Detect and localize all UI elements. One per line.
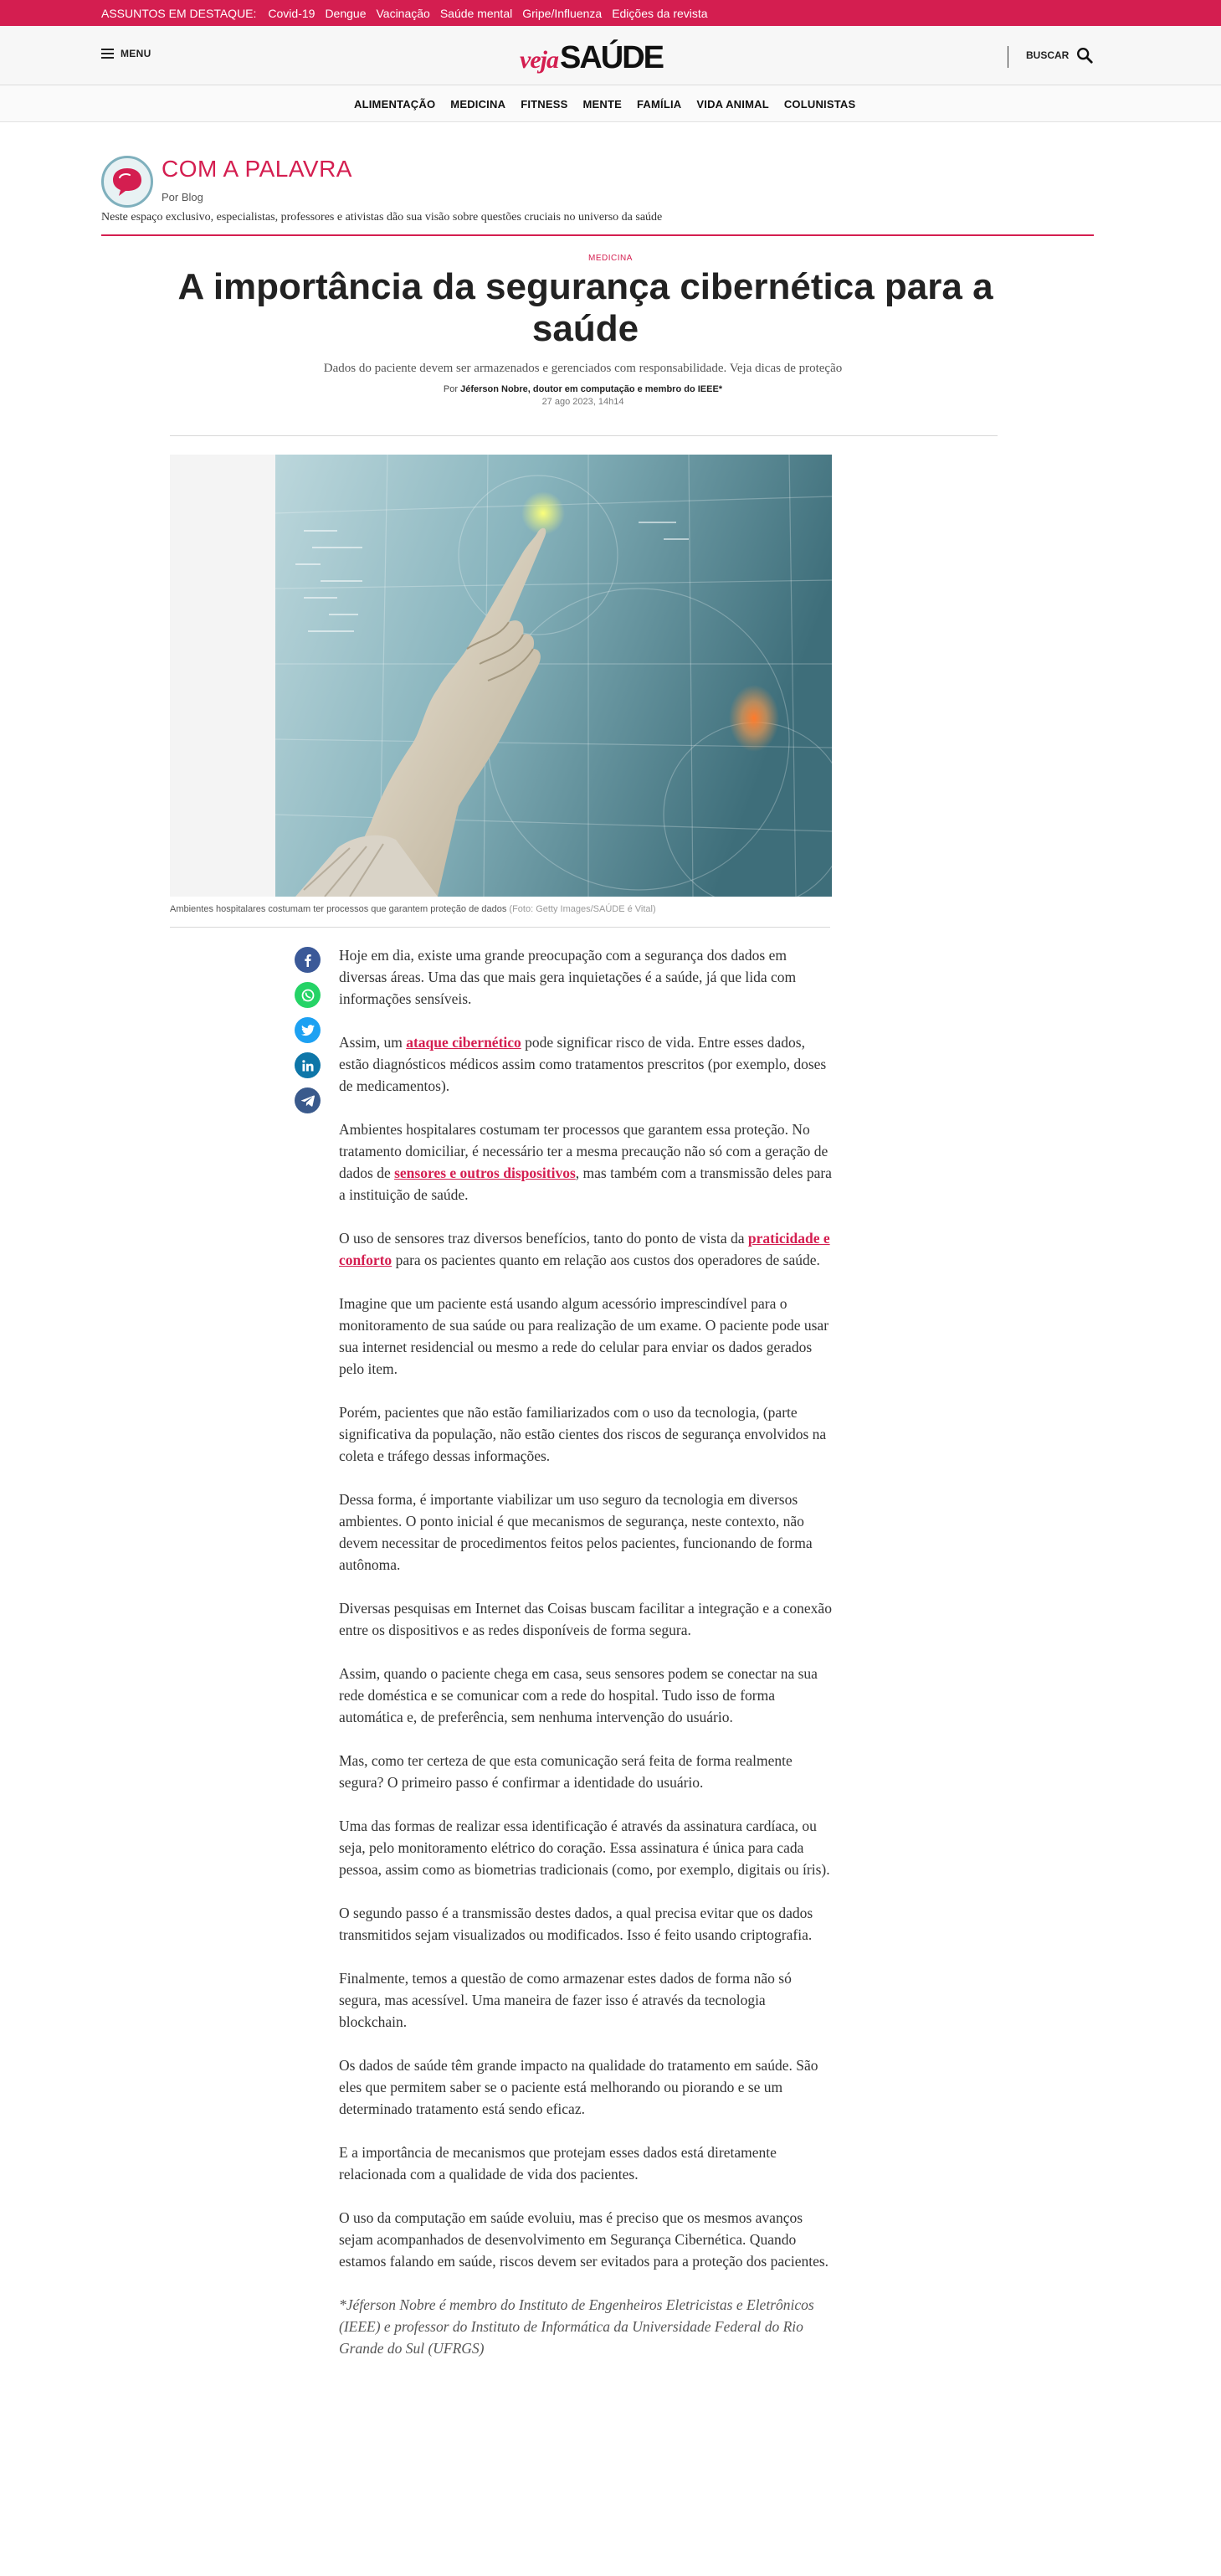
telegram-icon [301,1095,315,1107]
nav-item-alimentacao[interactable]: ALIMENTAÇÃO [354,97,436,111]
speech-bubble-icon [110,164,145,199]
nav-item-colunistas[interactable]: COLUNISTAS [783,97,856,111]
share-bar [295,947,321,1113]
telegram-share-button[interactable] [295,1087,321,1113]
search-icon [1075,46,1094,64]
body-paragraph: O uso da computação em saúde evoluiu, mas é preciso que os mesmos avanços sejam acompanhados de desenvolvimento em Segurança Cibernética. Quando estamos falando em saúde, riscos devem ser evitados para a proteção dos pacientes. [339,2209,829,2270]
body-paragraph: Hoje em dia, existe uma grande preocupação com a segurança dos dados em diversas áreas. Uma das que mais gera inquietações é a saúde, já que lida com informações sensíveis. [339,947,797,1007]
article-date: 27 ago 2023, 14h14 [541,397,624,407]
body-paragraph: Os dados de saúde têm grande impacto na qualidade do tratamento em saúde. São eles que permitem saber se o paciente está melhorando ou piorando e se um determinado tratamento está sendo eficaz. [339,2057,818,2117]
highlight-link-dengue[interactable]: Dengue [325,6,367,20]
body-paragraph: Uma das formas de realizar essa identificação é através da assinatura cardíaca, ou seja, pelo monitoramento elétrico do coração. Essa assinatura é única para cada pessoa, assim como as biometrias tradicionais (como, por exemplo, digitais ou íris). [339,1818,830,1878]
blog-header [101,156,1094,236]
divider [170,927,830,928]
highlight-link-covid[interactable]: Covid-19 [268,6,316,20]
body-paragraph: E a importância de mecanismos que protejam esses dados está diretamente relacionada com a qualidade de vida dos pacientes. [339,2144,777,2183]
blog-title[interactable]: COM A PALAVRA [162,156,352,182]
facebook-icon [301,954,315,967]
twitter-icon [301,1025,315,1036]
body-paragraph: Ambientes hospitalares costumam ter processos que garantem essa proteção. No tratamento domiciliar, é necessário ter a mesma precaução não só com a geração de dados de sensores e outros dispositivos, mas também com a transmissão deles para a instituição de saúde. [339,1121,832,1203]
whatsapp-icon [300,988,316,1003]
image-caption [170,904,656,914]
body-paragraph: Assim, quando o paciente chega em casa, seus sensores podem se conectar na sua rede doméstica e se comunicar com a rede do hospital. Tudo isso de forma automática e, de preferência, sem nenhuma intervenção do usuário. [339,1665,818,1725]
link-praticidade-conforto[interactable]: praticidade e conforto [339,1230,830,1268]
caption-text: Ambientes hospitalares costumam ter processos que garantem proteção de dados [170,904,507,914]
article-category[interactable]: MEDICINA [588,254,633,263]
highlights-bar [0,0,1221,26]
linkedin-share-button[interactable] [295,1052,321,1078]
search-button[interactable] [1026,46,1094,64]
highlight-link-edicoes[interactable]: Edições da revista [612,6,708,20]
blog-byline: Por Blog [162,191,203,203]
body-paragraph: Porém, pacientes que não estão familiarizados com o uso da tecnologia, (parte significativa da população, não estão cientes dos riscos de segurança envolvidos na coleta e tráfego dessas informações. [339,1404,827,1464]
nav-item-mente[interactable]: MENTE [582,97,622,111]
blog-avatar[interactable] [101,156,153,208]
highlight-link-saude-mental[interactable]: Saúde mental [439,6,513,20]
nav-item-medicina[interactable]: MEDICINA [450,97,506,111]
site-logo[interactable] [520,40,663,76]
article-image [170,455,832,897]
body-paragraph: Diversas pesquisas em Internet das Coisas buscam facilitar a integração e a conexão entre os dispositivos e as redes disponíveis de forma segura. [339,1600,832,1638]
linkedin-icon [302,1060,314,1072]
divider [170,435,998,436]
author-prefix: Por [443,384,459,394]
body-paragraph: Mas, como ter certeza de que esta comunicação será feita de forma realmente segura? O primeiro passo é confirmar a identidade do usuário. [339,1752,793,1791]
nav-item-fitness[interactable]: FITNESS [521,97,568,111]
facebook-share-button[interactable] [295,947,321,973]
author-name: Jéferson Nobre, doutor em computação e membro do IEEE* [460,384,723,394]
body-paragraph: Finalmente, temos a questão de como armazenar estes dados de forma não só segura, mas acessível. Uma maneira de fazer isso é através da tecnologia blockchain. [339,1970,792,2030]
article-subtitle: Dados do paciente devem ser armazenados e gerenciados com responsabilidade. Veja dicas de proteção [323,362,843,375]
author-note: *Jéferson Nobre é membro do Instituto de Engenheiros Eletricistas e Eletrônicos (IEEE) e professor do Instituto de Informática da Universidade Federal do Rio Grande do Sul (UFRGS) [339,2296,814,2357]
highlight-link-gripe[interactable]: Gripe/Influenza [522,6,603,20]
article-author [0,384,1166,394]
article-title: A importância da segurança cibernética para a saúde [177,266,993,349]
nav-item-vida-animal[interactable]: VIDA ANIMAL [696,97,769,111]
hamburger-icon [101,49,114,59]
search-label: BUSCAR [1026,49,1070,61]
nav-item-familia[interactable]: FAMÍLIA [636,97,682,111]
body-paragraph: Assim, um ataque cibernético pode significar risco de vida. Entre esses dados, estão diagnósticos médicos assim como tratamentos prescritos (por exemplo, doses de medicamentos). [339,1034,827,1094]
body-paragraph: O segundo passo é a transmissão destes dados, a qual precisa evitar que os dados transmitidos sejam visualizados ou modificados. Isso é feito usando criptografia. [339,1905,813,1943]
article-body [339,944,833,2381]
caption-credit: (Foto: Getty Images/SAÚDE é Vital) [509,904,656,914]
link-sensores-dispositivos[interactable]: sensores e outros dispositivos [394,1165,576,1181]
logo-saude: SAÚDE [559,40,663,75]
twitter-share-button[interactable] [295,1017,321,1043]
highlights-label: ASSUNTOS EM DESTAQUE: [101,6,257,20]
sections-nav [0,85,1221,122]
whatsapp-share-button[interactable] [295,982,321,1008]
link-ataque-cibernetico[interactable]: ataque cibernético [406,1034,521,1051]
body-paragraph: Imagine que um paciente está usando algum acessório imprescindível para o monitoramento de sua saúde ou para realização de um exame. O paciente pode usar sua internet residencial ou mesmo a rede do celular para enviar os dados gerados pelo item. [339,1295,829,1377]
highlight-link-vacinacao[interactable]: Vacinação [376,6,430,20]
logo-veja: veja [520,46,558,74]
body-paragraph: Dessa forma, é importante viabilizar um uso seguro da tecnologia em diversos ambientes. O ponto inicial é que mecanismos de segurança, neste contexto, não devem necessitar de procedimentos feitos pelos pacientes, funcionando de forma autônoma. [339,1491,813,1573]
menu-button[interactable] [101,48,151,59]
body-paragraph: O uso de sensores traz diversos benefícios, tanto do ponto de vista da praticidade e conforto para os pacientes quanto em relação aos custos dos operadores de saúde. [339,1230,830,1268]
blog-description: Neste espaço exclusivo, especialistas, professores e ativistas dão sua visão sobre questões cruciais no universo da saúde [101,211,663,224]
site-header [0,26,1221,85]
menu-label: MENU [121,48,151,59]
